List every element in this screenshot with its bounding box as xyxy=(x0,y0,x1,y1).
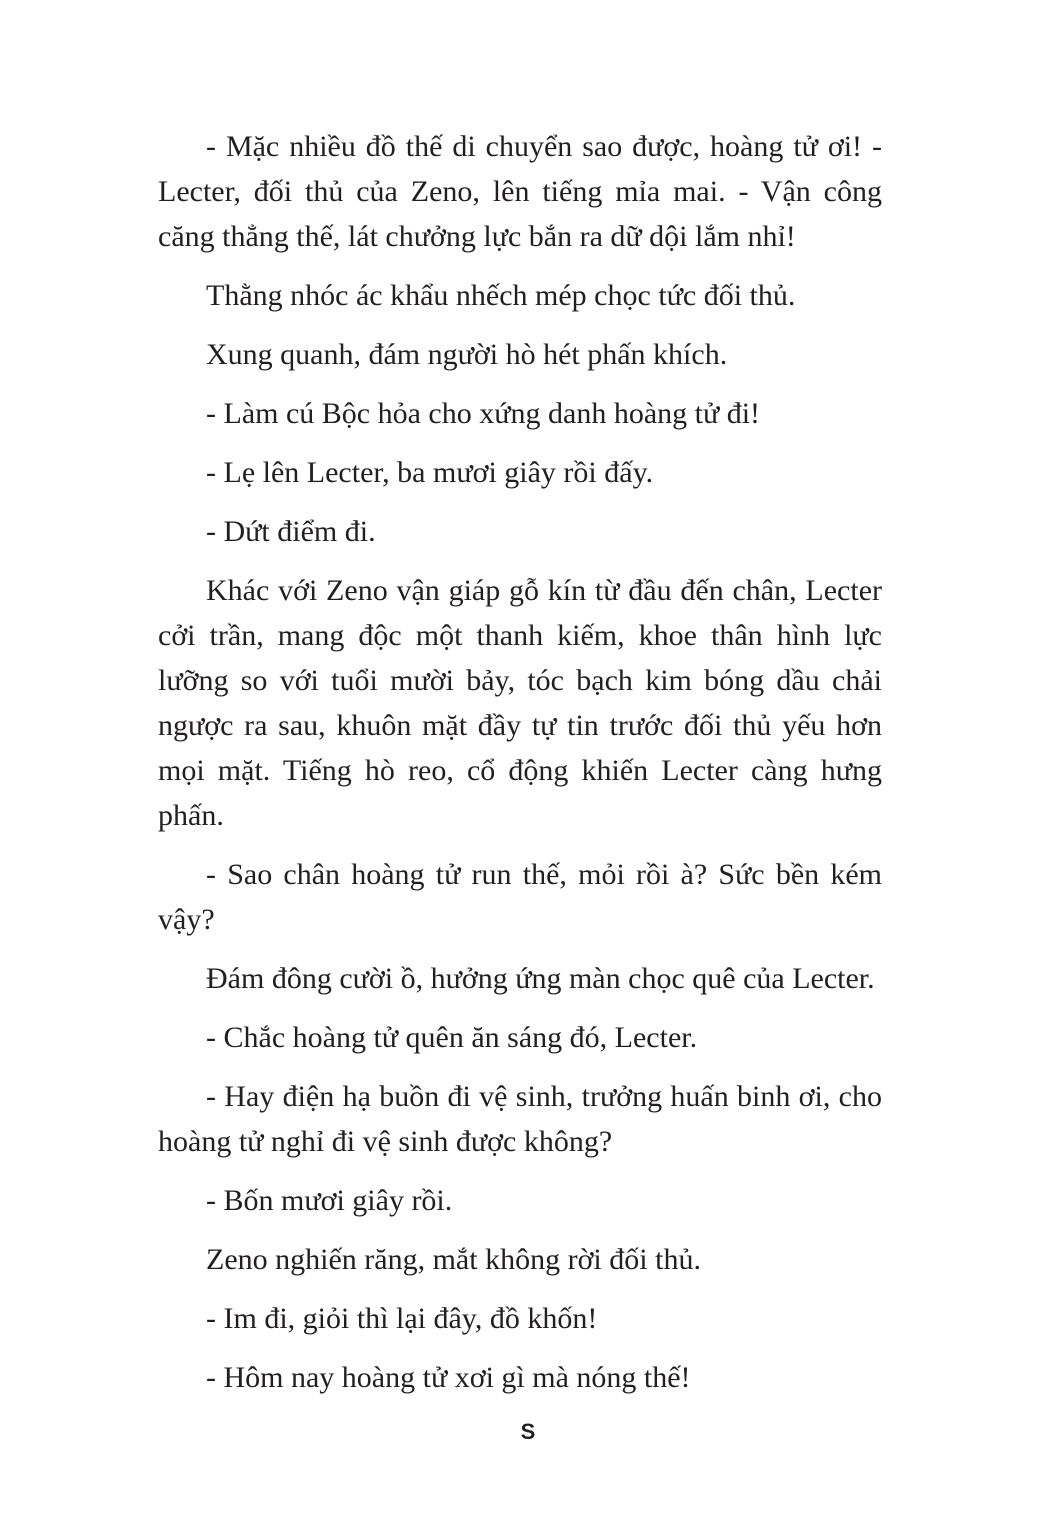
page-folio: S xyxy=(520,1419,536,1444)
paragraph-13: Zeno nghiến răng, mắt không rời đối thủ. xyxy=(206,1243,701,1276)
paragraph-14: - Im đi, giỏi thì lại đây, đồ khốn! xyxy=(206,1302,598,1335)
paragraph-9: Đám đông cười ồ, hưởng ứng màn chọc quê của Lecter. xyxy=(206,962,875,995)
paragraph-7: Khác với Zeno vận giáp gỗ kín từ đầu đến chân, Lecter cởi trần, mang độc một thanh kiếm, khoe thân hình lực lưỡng so với tuổi mười bảy, tóc bạch kim bóng dầu chải ngược ra sau, khuôn mặt đầy tự tin trước đối thủ yếu hơn mọi mặt. Tiếng hò reo, cổ động khiến Lecter càng hưng phấn. xyxy=(158,574,882,832)
paragraph-6: - Dứt điểm đi. xyxy=(206,515,376,548)
paragraph-1: - Mặc nhiều đồ thế di chuyển sao được, hoàng tử ơi! - Lecter, đối thủ của Zeno, lên tiếng mỉa mai. - Vận công căng thẳng thế, lát chưởng lực bắn ra dữ dội lắm nhỉ! xyxy=(158,130,882,253)
paragraph-3: Xung quanh, đám người hò hét phấn khích. xyxy=(206,338,728,371)
paragraph-11: - Hay điện hạ buồn đi vệ sinh, trưởng huấn binh ơi, cho hoàng tử nghỉ đi vệ sinh được không? xyxy=(158,1080,882,1158)
paragraph-15: - Hôm nay hoàng tử xơi gì mà nóng thế! xyxy=(206,1361,691,1394)
paragraph-10: - Chắc hoàng tử quên ăn sáng đó, Lecter. xyxy=(206,1021,698,1054)
paragraph-4: - Làm cú Bộc hỏa cho xứng danh hoàng tử đi! xyxy=(206,397,761,430)
body-text xyxy=(158,124,882,1414)
paragraph-2: Thằng nhóc ác khẩu nhếch mép chọc tức đối thủ. xyxy=(206,279,796,312)
paragraph-12: - Bốn mươi giây rồi. xyxy=(206,1184,453,1217)
paragraph-5: - Lẹ lên Lecter, ba mươi giây rồi đấy. xyxy=(206,456,654,489)
paragraph-8: - Sao chân hoàng tử run thế, mỏi rồi à? Sức bền kém vậy? xyxy=(158,858,882,936)
